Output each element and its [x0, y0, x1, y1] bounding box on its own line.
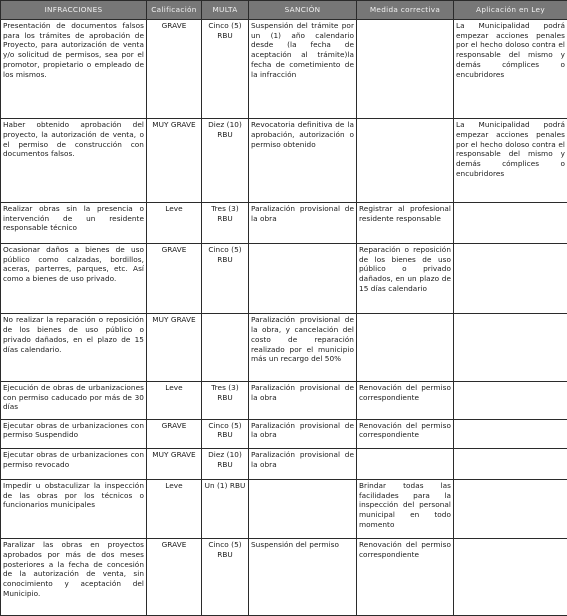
table-row	[1, 479, 567, 538]
infraccion-cell: Haber obtenido aprobación del proyecto, la autorización de venta, o el permiso de construcción con documentos falsos.	[1, 119, 147, 203]
table-row	[1, 243, 567, 314]
calificacion-cell: Leve	[147, 381, 202, 419]
ley-cell	[454, 119, 567, 203]
calificacion-cell: Leve	[147, 202, 202, 243]
calificacion-cell: GRAVE	[147, 20, 202, 119]
header-multa: MULTA	[202, 1, 249, 20]
calificacion-cell: GRAVE	[147, 539, 202, 616]
multa-cell: Un (1) RBU	[202, 479, 249, 538]
medida-text: Reparación o reposición de los bienes de uso público o privado dañados, en un plazo de 15 días calendario	[359, 244, 451, 293]
ley-cell	[454, 202, 567, 243]
ley-cell	[454, 539, 567, 616]
sancion-cell: Suspensión del trámite por un (1) año calendario desde (la fecha de aceptación al trámite)la fecha de cometimiento de la infracción	[249, 20, 357, 119]
medida-cell: Renovación del permiso correspondiente	[357, 419, 454, 449]
table-row	[1, 20, 567, 119]
calificacion-cell: GRAVE	[147, 419, 202, 449]
medida-cell	[357, 119, 454, 203]
table-row	[1, 119, 567, 203]
sancion-cell: Paralización provisional de la obra	[249, 449, 357, 480]
infraccion-cell: Presentación de documentos falsos para los trámites de aprobación de Proyecto, para autorización de venta y/o solicitud de permisos, sea por el promotor, propietario o empleado de los mismos.	[1, 20, 147, 119]
ley-cell	[454, 449, 567, 480]
table-row	[1, 449, 567, 480]
header-medida-correctiva: Medida correctiva	[357, 1, 454, 20]
calificacion-cell: MUY GRAVE	[147, 119, 202, 203]
table-row	[1, 381, 567, 419]
ley-cell	[454, 20, 567, 119]
ley-cell	[454, 243, 567, 314]
multa-cell: Cinco (5) RBU	[202, 20, 249, 119]
infraccion-cell	[1, 539, 147, 616]
header-calificacion: Calificación	[147, 1, 202, 20]
sancion-cell: Revocatoria definitiva de la aprobación, autorización o permiso obtenido	[249, 119, 357, 203]
ley-text: La Municipalidad podrá empezar acciones penales por el hecho doloso contra el responsable del mismo y demás cómplices o encubridores	[456, 120, 565, 178]
ley-cell	[454, 479, 567, 538]
calificacion-cell: MUY GRAVE	[147, 449, 202, 480]
medida-cell	[357, 20, 454, 119]
infraccion-cell: Ejecución de obras de urbanizaciones con permiso caducado por más de 30 días	[1, 381, 147, 419]
sancion-cell	[249, 479, 357, 538]
sancion-text: Paralización provisional de la obra, y cancelación del costo de reparación realizado por el municipio más un recargo del 50%	[251, 315, 354, 364]
table-row	[1, 419, 567, 449]
infraccion-cell: No realizar la reparación o reposición de los bienes de uso público o privado dañados, en el plazo de 15 días calendario.	[1, 314, 147, 381]
sancion-cell: Paralización provisional de la obra	[249, 419, 357, 449]
calificacion-cell: GRAVE	[147, 243, 202, 314]
medida-cell	[357, 449, 454, 480]
infraccion-cell: Ejecutar obras de urbanizaciones con permiso revocado	[1, 449, 147, 480]
ley-cell	[454, 314, 567, 381]
infraccion-cell: Ocasionar daños a bienes de uso público como calzadas, bordillos, aceras, parterres, parques, etc. Así como a bienes de uso privado.	[1, 243, 147, 314]
multa-cell: Tres (3) RBU	[202, 202, 249, 243]
sancion-cell: Paralización provisional de la obra	[249, 381, 357, 419]
ley-cell	[454, 419, 567, 449]
medida-cell: Brindar todas las facilidades para la inspección del personal municipal en todo momento	[357, 479, 454, 538]
header-aplicacion-en-ley: Aplicación en Ley	[454, 1, 567, 20]
infraccion-text: Paralizar las obras en proyectos aprobados por más de dos meses posteriores a la fecha de concesión de la autorización de venta, sin conocimiento y aceptación del Municipio.	[3, 540, 144, 598]
multa-cell: Cinco (5) RBU	[202, 419, 249, 449]
medida-cell: Renovación del permiso correspondiente	[357, 381, 454, 419]
header-sancion: SANCIÓN	[249, 1, 357, 20]
medida-cell	[357, 243, 454, 314]
ley-text: La Municipalidad podrá empezar acciones penales por el hecho doloso contra el responsable del mismo y demás cómplices o encubridores	[456, 21, 565, 79]
sancion-cell: Suspensión del permiso	[249, 539, 357, 616]
sancion-cell	[249, 314, 357, 381]
table-header-row	[1, 1, 567, 20]
ley-cell	[454, 381, 567, 419]
medida-cell	[357, 314, 454, 381]
medida-cell	[357, 202, 454, 243]
header-infracciones: INFRACCIONES	[1, 1, 147, 20]
medida-cell: Renovación del permiso correspondiente	[357, 539, 454, 616]
table-row	[1, 539, 567, 616]
infraccion-cell: Impedir u obstaculizar la inspección de las obras por los técnicos o funcionarios municipales	[1, 479, 147, 538]
infraccion-cell: Ejecutar obras de urbanizaciones con permiso Suspendido	[1, 419, 147, 449]
multa-cell	[202, 314, 249, 381]
multa-cell: Cinco (5) RBU	[202, 539, 249, 616]
table-row	[1, 314, 567, 381]
calificacion-cell: Leve	[147, 479, 202, 538]
medida-text: Registrar al profesional residente responsable	[359, 203, 451, 223]
table-row	[1, 202, 567, 243]
calificacion-cell: MUY GRAVE	[147, 314, 202, 381]
multa-cell: Tres (3) RBU	[202, 381, 249, 419]
multa-cell: Cinco (5) RBU	[202, 243, 249, 314]
sancion-cell: Paralización provisional de la obra	[249, 202, 357, 243]
infraccion-cell: Realizar obras sin la presencia o intervención de un residente responsable técnico	[1, 202, 147, 243]
multa-cell: Diez (10) RBU	[202, 449, 249, 480]
sancion-cell	[249, 243, 357, 314]
multa-cell: Diez (10) RBU	[202, 119, 249, 203]
